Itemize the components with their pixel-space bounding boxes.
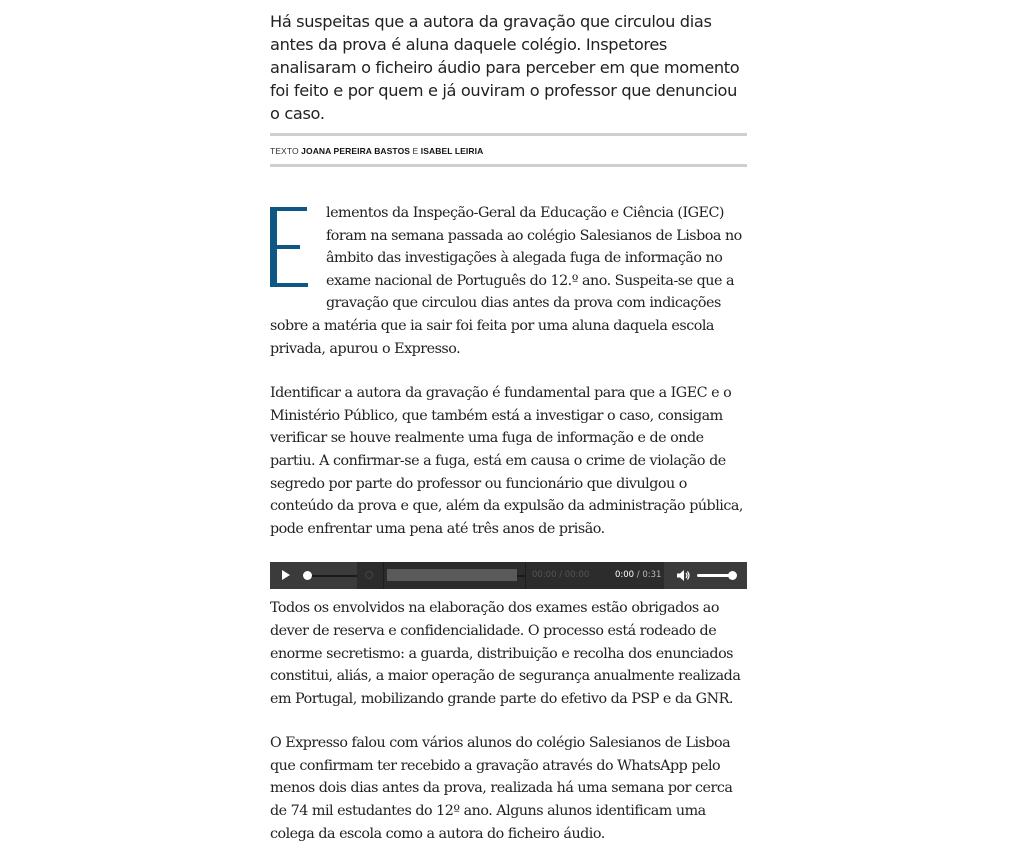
dropcap [270,207,326,293]
byline-author-2[interactable]: ISABEL LEIRIA [420,146,484,156]
article-lead: Há suspeitas que a autora da gravação que circulou dias antes da prova é aluna daquele colégio. Inspetores analisaram o ficheiro áudio para perceber em que momento foi feito e por quem e já ouviram o professor que denunciou o caso. [270,12,740,123]
volume-slider-handle[interactable] [728,571,737,580]
byline-prefix: TEXTO [270,146,299,156]
paragraph-1 [270,202,747,360]
paragraph-1-text: lementos da Inspeção-Geral da Educação e Ciência (IGEC) foram na semana passada ao colégio Salesianos de Lisboa no âmbito das investigações à alegada fuga de informação no exame nacional de Português do 12.º ano. Suspeita-se que a gravação que circulou dias antes da prova com indicações sobre a matéria que ia sair foi feita por uma aluna daquela escola privada, apurou o Expresso. [270,205,742,357]
byline-conjunction: E [412,146,419,156]
play-icon[interactable] [282,570,290,580]
player-separator [525,562,526,589]
article [270,0,747,845]
seek-handle[interactable] [303,571,312,580]
current-time: 0:00 [615,570,635,581]
volume-icon[interactable] [677,570,691,581]
byline-author-1[interactable]: JOANA PEREIRA BASTOS [301,146,411,156]
duration: 0:31 [642,570,662,581]
time-display [615,570,661,580]
paragraph-2: Identificar a autora da gravação é fundamental para que a IGEC e o Ministério Público, que também está a investigar o caso, consigam verificar se houve realmente uma fuga de informação e de onde partiu. A confirmar-se a fuga, está em causa o crime de violação de segredo por parte do professor ou funcionário que divulgou o conteúdo da prova e que, além da expulsão da administração pública, pode enfrentar uma pena até três anos de prisão. [270,385,743,537]
paragraph-4: O Expresso falou com vários alunos do colégio Salesianos de Lisboa que confirmam ter recebido a gravação através do WhatsApp pelo menos dois dias antes da prova, realizada há uma semana por cerca de 74 mil estudantes do 12º ano. Alguns alunos identificam uma colega da escola como a autora do ficheiro áudio. [270,735,733,842]
audio-player [270,562,747,589]
volume-slider-track[interactable] [697,574,732,577]
player-separator [383,562,384,589]
byline [270,136,747,164]
seek-track[interactable] [310,575,360,577]
time-separator: / [634,570,643,581]
buffer-bar[interactable] [387,569,517,581]
divider-bottom [270,164,747,167]
seek-track-end [517,575,525,577]
paragraph-3: Todos os envolvidos na elaboração dos exames estão obrigados ao dever de reserva e confidencialidade. O processo está rodeado de enorme secretismo: a guarda, distribuição e recolha dos enunciados constitui, aliás, a maior operação de segurança anualmente realizada em Portugal, mobilizando grande parte do efetivo da PSP e da GNR. [270,600,741,707]
ghost-time: 00:00 / 00:00 [532,570,590,581]
